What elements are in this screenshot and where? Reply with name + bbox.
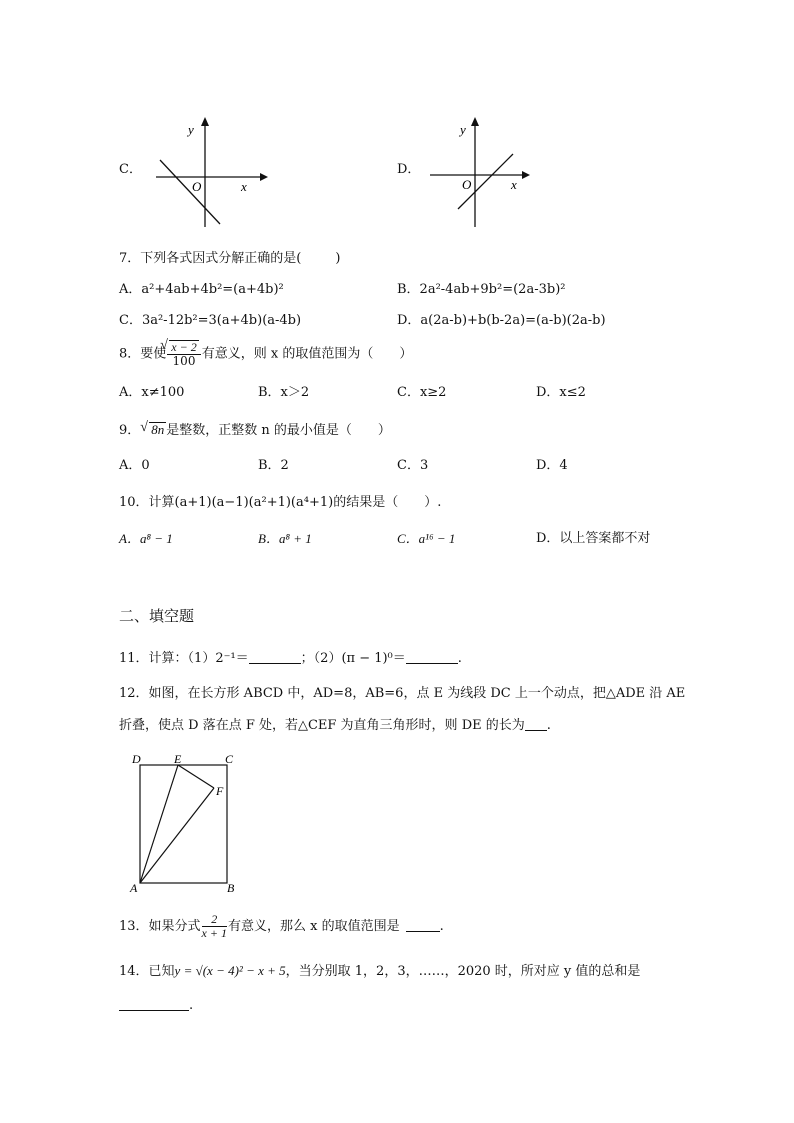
q12-line-2-end: . [546, 718, 551, 733]
q11-prefix: 11．计算：（1）2⁻¹＝ [119, 651, 249, 666]
q13-stem [119, 913, 444, 940]
q14-end: . [189, 998, 194, 1013]
q7-stem-text: 7．下列各式因式分解正确的是( [119, 251, 302, 266]
q10-option-a: A．a⁸ − 1 [119, 531, 173, 546]
q9-option-d: D．4 [536, 458, 568, 473]
q6-d-origin: O [462, 177, 472, 192]
q6-option-d-label: D． [397, 162, 421, 177]
q8-option-b: B．x＞2 [258, 385, 310, 400]
q6-d-axis-x: x [511, 177, 517, 192]
q7-stem [119, 251, 340, 267]
q13-numerator: 2 [202, 913, 227, 927]
q6-option-d-graph [422, 114, 542, 229]
q8-stem [119, 340, 412, 368]
q12-line-2 [119, 718, 551, 734]
q10-option-c: C．a¹⁶ − 1 [397, 531, 456, 546]
q12-rectangle-figure [128, 750, 253, 895]
q13-suffix: 有意义，那么 x 的取值范围是 [227, 919, 400, 934]
q8-option-d: D．x≤2 [536, 385, 586, 400]
q13-prefix: 13．如果分式 [119, 919, 201, 934]
q12-label-a: A [130, 881, 138, 895]
q12-label-c: C [225, 752, 234, 766]
q11-middle: ；（2）(π − 1)⁰＝ [300, 651, 406, 666]
q14-stem [119, 963, 640, 980]
q11-end: . [457, 651, 462, 666]
q7-option-a: A．a²+4ab+4b²=(a+4b)² [119, 282, 284, 297]
q7-stem-end: ) [335, 251, 341, 266]
q11-stem [119, 651, 462, 667]
q10-option-b: B．a⁸ + 1 [258, 531, 312, 546]
q8-suffix: 有意义，则 x 的取值范围为（ ） [201, 346, 413, 362]
q9-radicand: √ 8n [149, 422, 166, 436]
q14-answer-line [119, 998, 193, 1014]
q14-prefix: 14．已知 [119, 964, 175, 979]
q12-blank[interactable] [525, 718, 547, 731]
q8-prefix: 8．要使 [119, 346, 167, 362]
q14-suffix: ，当分别取 1，2，3，……，2020 时，所对应 y 值的总和是 [285, 964, 641, 979]
q9-prefix: 9． [119, 423, 141, 438]
q8-denominator: 100 [172, 354, 196, 368]
q10-stem: 10．计算(a+1)(a−1)(a²+1)(a⁴+1)的结果是（ ）. [119, 495, 442, 510]
q7-option-b: B．2a²-4ab+9b²=(2a-3b)² [397, 282, 566, 297]
q9-option-b: B．2 [258, 458, 289, 473]
q11-blank-2[interactable] [406, 651, 458, 664]
q8-fraction [167, 340, 200, 368]
q12-label-b: B [227, 881, 235, 895]
q12-label-e: E [174, 752, 182, 766]
q6-c-axis-x: x [241, 179, 247, 194]
q6-option-c-graph [148, 114, 268, 229]
q12-line-2-text: 折叠，使点 D 落在点 F 处，若△CEF 为直角三角形时，则 DE 的长为 [119, 718, 525, 733]
q12-line-1: 12．如图，在长方形 ABCD 中，AD=8，AB=6，点 E 为线段 DC 上一个动点，把△ADE 沿 AE [119, 686, 686, 701]
q12-label-f: F [216, 784, 224, 798]
q13-denominator: x + 1 [201, 926, 227, 940]
q10-option-d: D．以上答案都不对 [536, 531, 651, 546]
q9-stem [119, 422, 391, 439]
q6-c-axis-y: y [188, 122, 194, 137]
section-heading: 二、填空题 [119, 607, 195, 625]
q8-option-a: A．x≠100 [119, 385, 185, 400]
q9-option-a: A．0 [119, 458, 150, 473]
q7-option-d: D．a(2a-b)+b(b-2a)=(a-b)(2a-b) [397, 313, 606, 328]
q6-d-axis-y: y [460, 122, 466, 137]
q6-c-origin: O [192, 179, 202, 194]
q14-formula: y = √(x − 4)² − x + 5 [174, 963, 286, 978]
q7-option-c: C．3a²-12b²=3(a+4b)(a-4b) [119, 313, 302, 328]
q13-end: . [439, 919, 444, 934]
q9-suffix: 是整数，正整数 n 的最小值是（ ） [166, 423, 391, 438]
q11-blank-1[interactable] [249, 651, 301, 664]
q13-fraction [202, 913, 227, 940]
q13-blank[interactable] [406, 919, 440, 932]
q6-option-c-label: C． [119, 162, 142, 177]
q12-label-d: D [132, 752, 141, 766]
q9-option-c: C．3 [397, 458, 429, 473]
q8-option-c: C．x≥2 [397, 385, 447, 400]
q8-numerator: √ x − 2 [169, 340, 198, 354]
q14-blank[interactable] [119, 998, 189, 1011]
